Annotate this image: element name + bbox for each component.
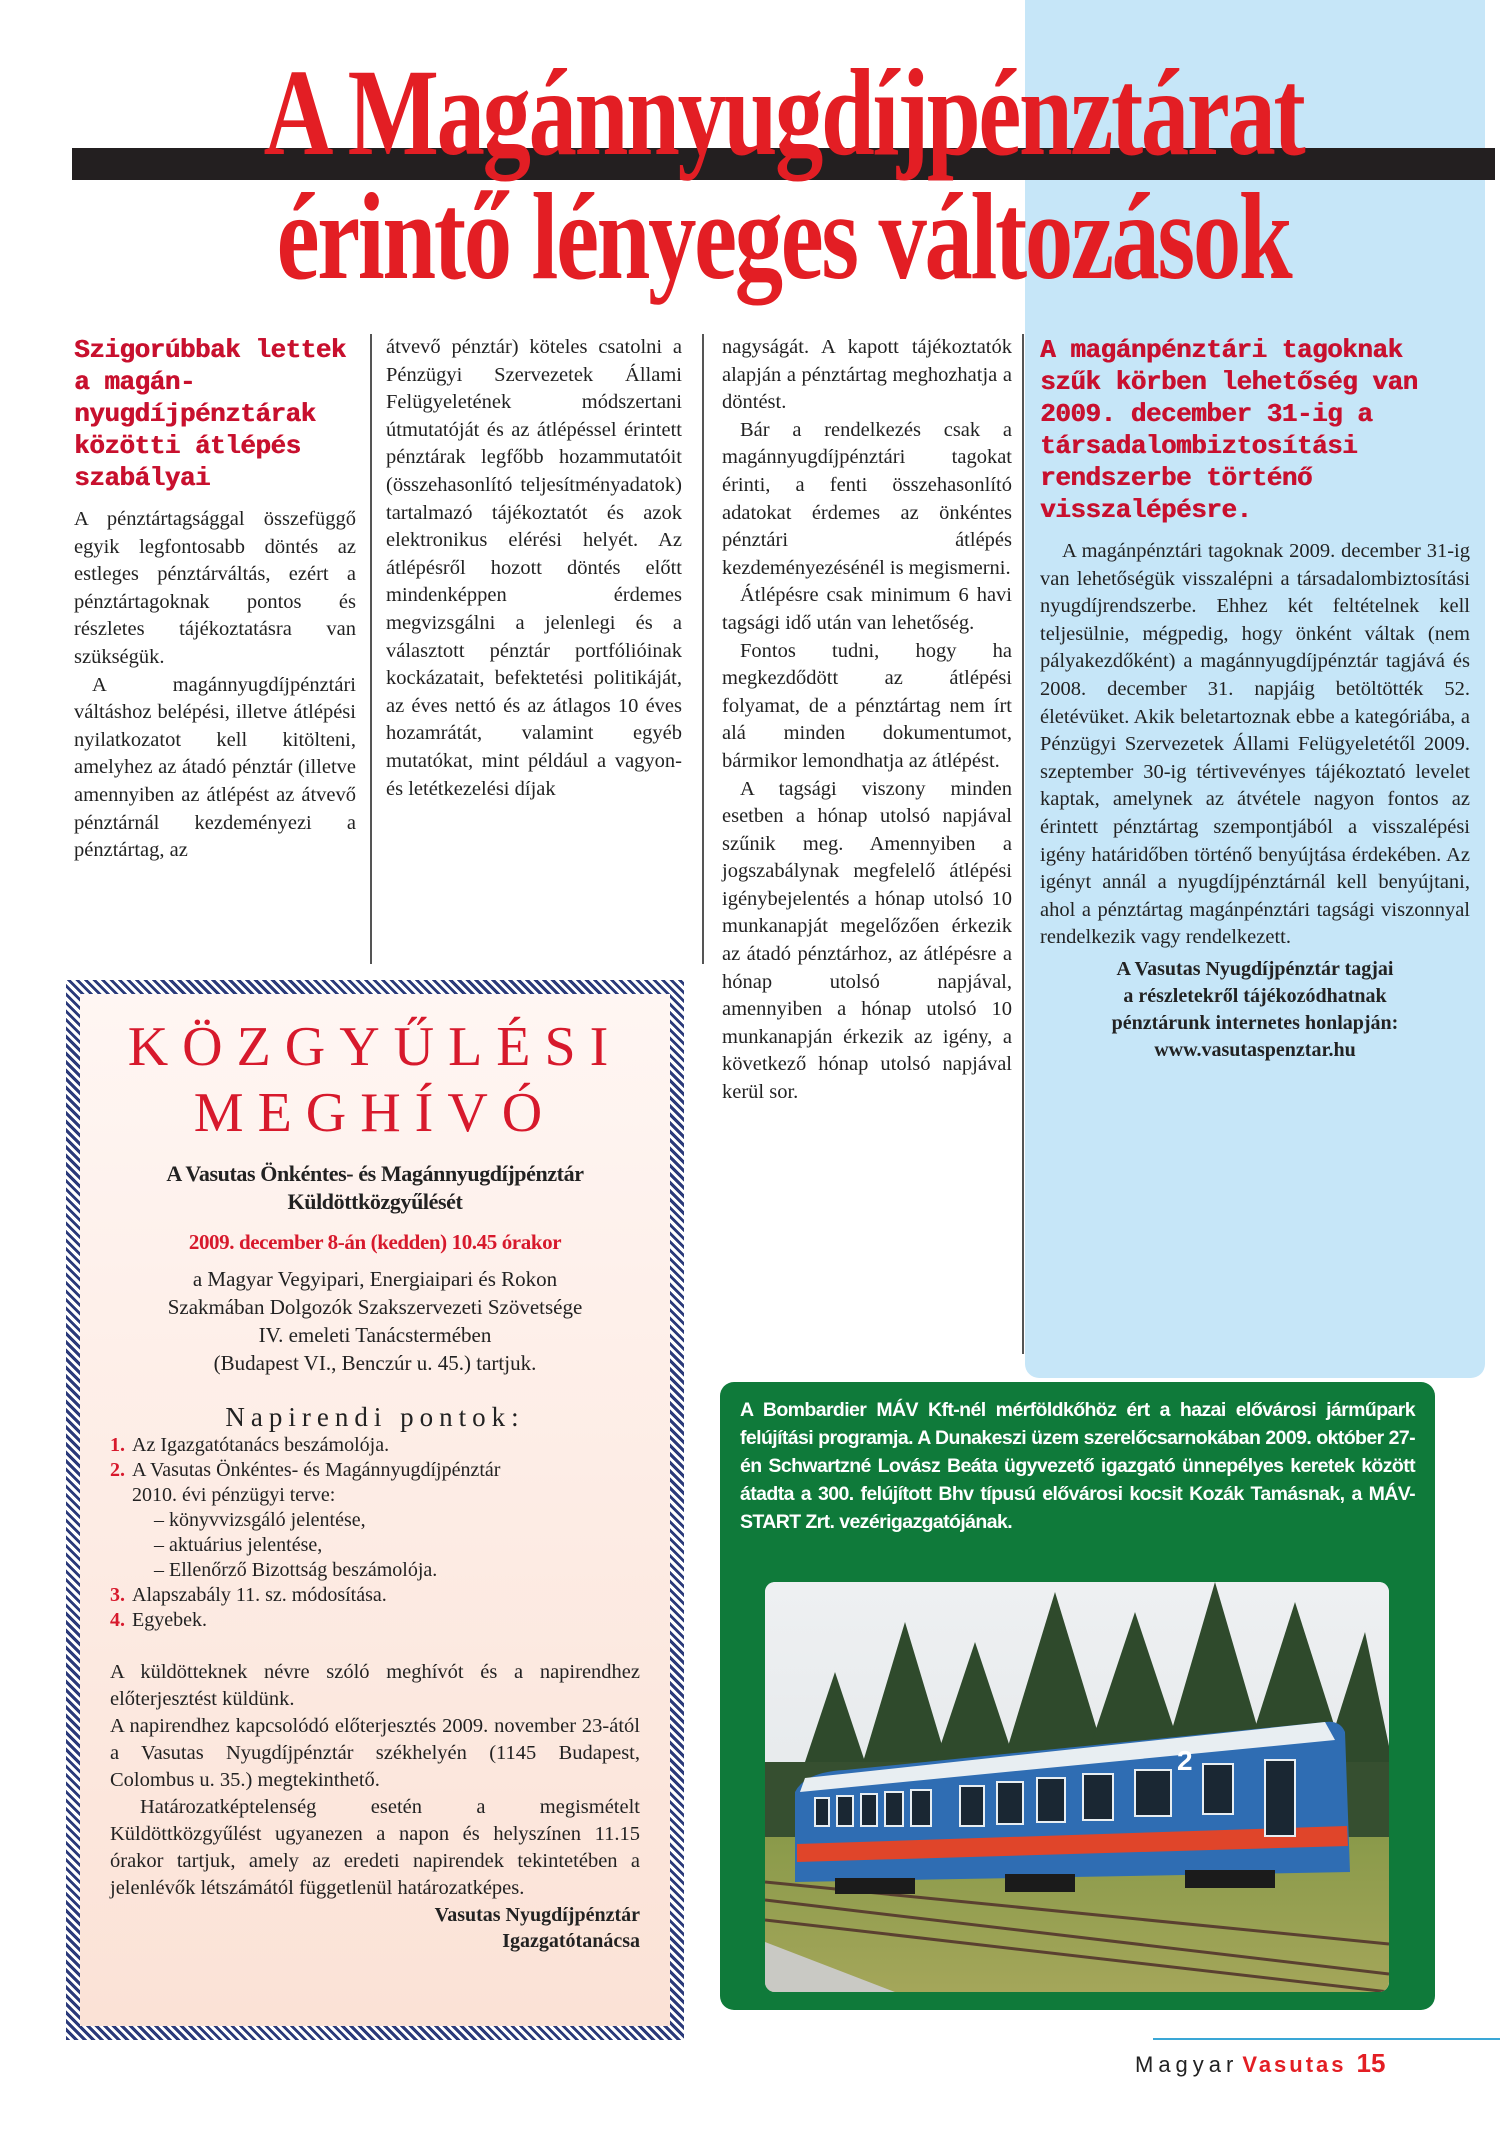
article-title <box>72 44 1495 305</box>
footer-rule <box>1153 2038 1500 2040</box>
photo-caption: A Bombardier MÁV Kft-nél mérföldkőhöz ért a hazai elővárosi járműpark felújítási programja. A Dunakeszi üzem szerelőcsarnokában 2009. október 27-én Schwartzné Lovász Beáta ügyvezető igazgató ünnepélyes keretek között átadta a 300. felújított Bhv típusú elővárosi kocsit Kozák Tamásnak, a MÁV-START Zrt. vezérigazgatójának. <box>740 1399 1415 1533</box>
website-notice <box>1040 956 1470 1064</box>
agenda-number: 1. <box>110 1434 125 1456</box>
column-divider <box>1022 334 1024 1354</box>
website-notice-line: pénztárunk internetes honlapján: <box>1111 1011 1399 1034</box>
agenda-item <box>110 1608 640 1633</box>
agenda-item-continuation: 2010. évi pénzügyi terve: <box>132 1484 336 1506</box>
section-heading-return-to-state-pension: A magánpénztári tagoknak szűk körben lehetőség van 2009. december 31-ig a társadalombiztosítási rendszerbe történő visszalépésre. <box>1040 335 1418 525</box>
paragraph: A pénztártagsággal összefüggő egyik legfontosabb döntés az estleges pénztárváltás, ezért a pénztártagoknak pontos és részletes tájékoztatásra van szükségük. <box>74 508 356 668</box>
publication-name: Magyar <box>1135 2052 1239 2077</box>
invitation-body <box>110 1659 640 1954</box>
agenda-subitem: – Ellenőrző Bizottság beszámolója. <box>154 1559 438 1581</box>
meeting-name: Küldöttközgyűlését <box>287 1189 463 1214</box>
class-mark: 2 <box>1177 1745 1193 1776</box>
agenda-number: 4. <box>110 1609 125 1631</box>
article-title-line-2: érintő lényeges változások <box>276 168 1291 305</box>
agenda-list <box>110 1433 640 1633</box>
agenda-item <box>110 1583 640 1608</box>
paragraph-text: Határozatképtelenség esetén a megismételt Küldöttközgyűlést ugyanezen a napon és helyszínen 11.15 órakor tartjuk, amely az eredeti napirendek tekintetében a jelenlévők létszámától függetlenül határozatképes. <box>110 1796 640 1899</box>
photo-caption-box <box>720 1382 1435 2010</box>
paragraph: A magánpénztári tagoknak 2009. december 31-ig van lehetőségük visszalépni a társadalombiztosítási nyugdíjrendszerbe. Ehhez két feltételnek kell teljesülnie, mégpedig, hogy önként váltak (nem pályakezdőként) a magánnyugdíjpénztár tagjává és 2008. december 31. napjáig betöltötték 52. életévüket. Akik beletartoznak ebbe a kategóriába, a Pénzügyi Szervezetek Állami Felügyeletétől 2009. szeptember 30-ig tértivevényes tájékoztató levelet kaptak, amelynek az átvétele nagyon fontos az érintett pénztártag szempontjából a visszalépési igény határidőben történő benyújtása érdekében. Az igényt annál a nyugdíjpénztárnál kell benyújtani, ahol a pénztártag magánpénztári tagsági viszonnyal rendelkezik vagy rendelkezett. <box>1040 540 1470 949</box>
paragraph: Fontos tudni, hogy ha megkezdődött az átlépési folyamat, de a pénztártag nem írt alá minden dokumentumot, bármikor lemondhatja az átlépést. <box>722 639 1012 772</box>
page-footer <box>1135 2048 1385 2079</box>
section-heading-transfer-rules: Szigorúbbak lettek a magán-nyugdíjpénztárak közötti átlépés szabályai <box>74 335 346 493</box>
place-line: (Budapest VI., Benczúr u. 45.) tartjuk. <box>213 1351 537 1375</box>
paragraph: A magánnyugdíjpénztári váltáshoz belépési, illetve átlépési nyilatkozatot kell kitölteni, amelyhez az átadó pénztár (illetve amennyiben az átlépést az átvevő pénztárnál kezdeményezi a pénztártag, az <box>74 673 356 862</box>
invitation-title-line-2: MEGHÍVÓ <box>193 1082 557 1144</box>
paragraph: A küldötteknek névre szóló meghívót és a napirendhez előterjesztést küldünk. <box>110 1661 640 1710</box>
paragraph: nagyságát. A kapott tájékoztatók alapján a pénztártag meghozhatja a döntést. <box>722 336 1012 414</box>
agenda-item <box>110 1433 640 1458</box>
paragraph: Átlépésre csak minimum 6 havi tagsági idő után van lehetőség. <box>722 584 1012 634</box>
meeting-invitation-box <box>66 980 684 2040</box>
train-photo-illustration <box>765 1582 1389 1992</box>
agenda-number: 3. <box>110 1584 125 1606</box>
agenda-heading: Napirendi pontok: <box>225 1402 525 1432</box>
website-notice-line: a részletekről tájékozódhatnak <box>1123 984 1387 1007</box>
invitation-signature <box>110 1902 640 1954</box>
paragraph: A tagsági viszony minden esetben a hónap utolsó napjával szűnik meg. Amennyiben a jogszabálynak megfelelő átlépési igénybejelentés a hónap utolsó 10 munkanapját megelőzően érkezik az átadó pénztárhoz, az átlépésre a hónap utolsó napjával, amennyiben a hónap utolsó 10 munkanapján érkezik az igény, a következő hónap utolsó napjával kerül sor. <box>722 777 1012 1104</box>
agenda-item <box>110 1458 640 1483</box>
meeting-date: 2009. december 8-án (kedden) 10.45 órakor <box>188 1230 562 1254</box>
agenda-subitem: – aktuárius jelentése, <box>154 1534 323 1556</box>
place-line: IV. emeleti Tanácstermében <box>258 1323 492 1347</box>
place-line: a Magyar Vegyipari, Energiaipari és Rokon <box>192 1267 558 1291</box>
website-notice-line: A Vasutas Nyugdíjpénztár tagjai <box>1116 957 1394 980</box>
article-column-3 <box>722 334 1012 1107</box>
column-divider <box>702 334 704 964</box>
invitation-title-line-1: KÖZGYŰLÉSI <box>127 1016 623 1078</box>
article-column-1 <box>74 334 356 865</box>
paragraph <box>110 1794 640 1902</box>
paragraph: A napirendhez kapcsolódó előterjesztés 2009. november 23-ától a Vasutas Nyugdíjpénztár székhelyén (1145 Budapest, Colombus u. 35.) megtekinthető. <box>110 1715 640 1791</box>
website-url-link[interactable]: www.vasutaspenztar.hu <box>1154 1038 1356 1061</box>
article-title-line-1: A Magánnyugdíjpénztárat <box>263 44 1304 181</box>
paragraph: Bár a rendelkezés csak a magánnyugdíjpénztári tagokat érinti, a fenti összehasonlító adatokat érdemes az önkéntes pénztári átlépés kezdeményezésénél is megismerni. <box>722 418 1012 579</box>
article-column-2 <box>386 334 682 803</box>
signature-line: Igazgatótanácsa <box>502 1930 640 1952</box>
agenda-text: Egyebek. <box>132 1609 207 1631</box>
page-number: 15 <box>1356 2048 1386 2078</box>
paragraph: átvevő pénztár) köteles csatolni a Pénzügyi Szervezetek Állami Felügyeletének módszertani útmutatóját és az átlépéssel érintett pénztárak legfőbb hozammutatóit (összehasonlító teljesítményadatok) tartalmazó tájékoztatót és azok elektronikus elérési helyét. Az átlépésről hozott döntés előtt mindenképpen érdemes megvizsgálni a jelenlegi és a választott pénztár portfólióinak kockázatait, befektetési politikáját, az éves nettó és az átlagos 10 éves hozamrátát, valamint egyéb mutatókat, mint például a vagyon- és letétkezelési díjak <box>386 336 682 800</box>
invitation-organization <box>110 1160 640 1216</box>
signature-line: Vasutas Nyugdíjpénztár <box>434 1904 640 1926</box>
meeting-invitation-content <box>80 994 670 2026</box>
agenda-number: 2. <box>110 1459 125 1481</box>
meeting-place <box>110 1265 640 1377</box>
column-divider <box>370 334 372 964</box>
place-line: Szakmában Dolgozók Szakszervezeti Szövetsége <box>167 1295 583 1319</box>
publication-brand: Vasutas <box>1242 2052 1347 2077</box>
agenda-subitem: – könyvvizsgáló jelentése, <box>154 1509 366 1531</box>
article-column-4 <box>1040 334 1470 1064</box>
agenda-text: Az Igazgatótanács beszámolója. <box>132 1434 390 1456</box>
agenda-text: A Vasutas Önkéntes- és Magánnyugdíjpénztár <box>132 1459 501 1481</box>
agenda-text: Alapszabály 11. sz. módosítása. <box>132 1584 387 1606</box>
train-car-photo <box>765 1582 1389 1992</box>
organization-name: A Vasutas Önkéntes- és Magánnyugdíjpénztár <box>166 1161 584 1186</box>
